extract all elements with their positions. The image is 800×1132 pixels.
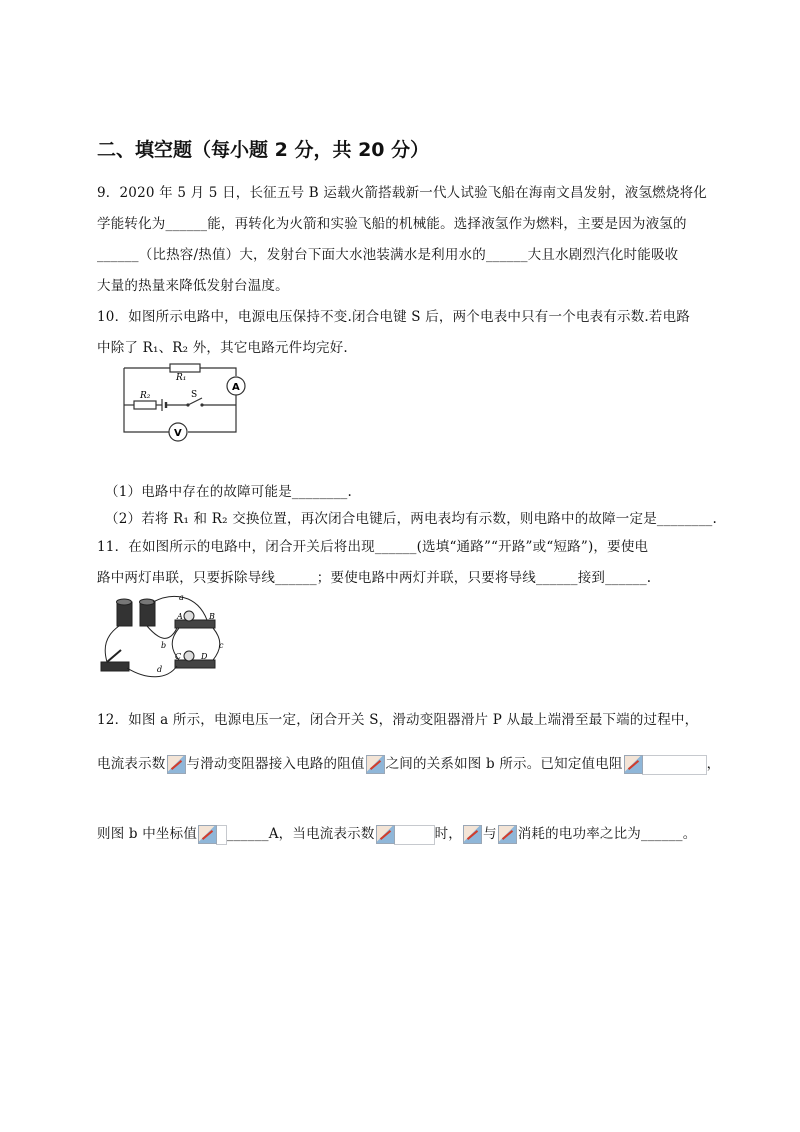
formula-image-icon — [366, 755, 385, 774]
switch-base — [101, 662, 129, 671]
resistor-r2 — [134, 401, 156, 409]
q12-line-2d: ， — [706, 756, 721, 772]
label-r2: R₂ — [140, 391, 151, 401]
resistor-r1 — [170, 364, 200, 372]
q10-sub-1: （1）电路中存在的故障可能是________. — [105, 484, 352, 500]
q12-line-2 — [97, 752, 720, 775]
bulb-2 — [184, 651, 194, 661]
formula-box — [216, 825, 227, 845]
circuit-figure-q11 — [97, 592, 227, 684]
q10-sub-2: （2）若将 R₁ 和 R₂ 交换位置，再次闭合电键后，两电表均有示数，则电路中的故障一定是________. — [105, 511, 717, 527]
formula-image-icon — [463, 825, 482, 844]
formula-box — [394, 825, 435, 845]
q12-line-3e: 消耗的电功率之比为______。 — [517, 826, 697, 842]
q9-line-1: 9．2020 年 5 月 5 日，长征五号 B 运载火箭搭载新一代人试验飞船在海南文昌发射，液氢燃烧将化 — [97, 185, 707, 201]
svg-text:a: a — [179, 593, 184, 602]
formula-box — [642, 755, 707, 775]
q10-line-1: 10．如图所示电路中，电源电压保持不变.闭合电键 S 后，两个电表中只有一个电表有示数.若电路 — [97, 309, 690, 325]
circuit-diagram-q10 — [118, 360, 248, 444]
formula-image-icon — [198, 825, 217, 844]
q12-line-3b: ______A，当电流表示数 — [227, 826, 375, 842]
formula-image-icon — [624, 755, 643, 774]
q12-line-2c: 之间的关系如图 b 所示。已知定值电阻 — [385, 756, 623, 772]
formula-image-icon — [167, 755, 186, 774]
svg-text:c: c — [219, 641, 224, 650]
svg-text:A: A — [177, 612, 183, 621]
label-v: V — [174, 428, 182, 439]
label-s: S — [191, 390, 198, 400]
q9-line-3: ______（比热容/热值）大，发射台下面大水池装满水是利用水的______大且水剧烈汽化时能吸收 — [97, 247, 679, 263]
svg-text:B: B — [209, 612, 215, 621]
svg-text:D: D — [201, 652, 208, 661]
q12-line-3 — [97, 822, 696, 845]
battery-2 — [140, 602, 155, 626]
label-a: A — [232, 382, 240, 393]
q12-line-3d: 与 — [483, 826, 497, 842]
q12-line-2a: 电流表示数 — [97, 756, 166, 772]
battery-1 — [117, 602, 132, 626]
section-heading: 二、填空题（每小题 2 分，共 20 分） — [97, 139, 430, 161]
q9-line-2: 学能转化为______能，再转化为火箭和实验飞船的机械能。选择液氢作为燃料，主要是因为液氢的 — [97, 216, 687, 232]
switch-lever — [107, 650, 121, 662]
q12-line-1: 12．如图 a 所示，电源电压一定，闭合开关 S，滑动变阻器滑片 P 从最上端滑至最下端的过程中， — [97, 712, 699, 728]
q11-line-2: 路中两灯串联，只要拆除导线______；要使电路中两灯并联，只要将导线______接到______. — [97, 570, 652, 586]
lamp-base-2 — [175, 660, 215, 668]
formula-image-icon — [376, 825, 395, 844]
label-r1: R₁ — [176, 373, 187, 383]
lamp-base-1 — [175, 620, 215, 628]
q11-line-1: 11．在如图所示的电路中，闭合开关后将出现______(选填“通路”“开路”或“短路”)，要使电 — [97, 539, 649, 555]
bulb-1 — [184, 611, 194, 621]
wire-d — [127, 666, 177, 677]
q12-line-3c: 时， — [434, 826, 462, 842]
q12-line-2b: 与滑动变阻器接入电路的阻值 — [186, 756, 365, 772]
formula-image-icon — [498, 825, 517, 844]
q10-line-2: 中除了 R₁、R₂ 外，其它电路元件均完好. — [97, 340, 348, 356]
svg-text:b: b — [161, 641, 167, 650]
svg-text:d: d — [157, 665, 163, 674]
q9-line-4: 大量的热量来降低发射台温度。 — [97, 278, 289, 294]
q12-line-3a: 则图 b 中坐标值 — [97, 826, 198, 842]
svg-text:C: C — [175, 652, 182, 661]
